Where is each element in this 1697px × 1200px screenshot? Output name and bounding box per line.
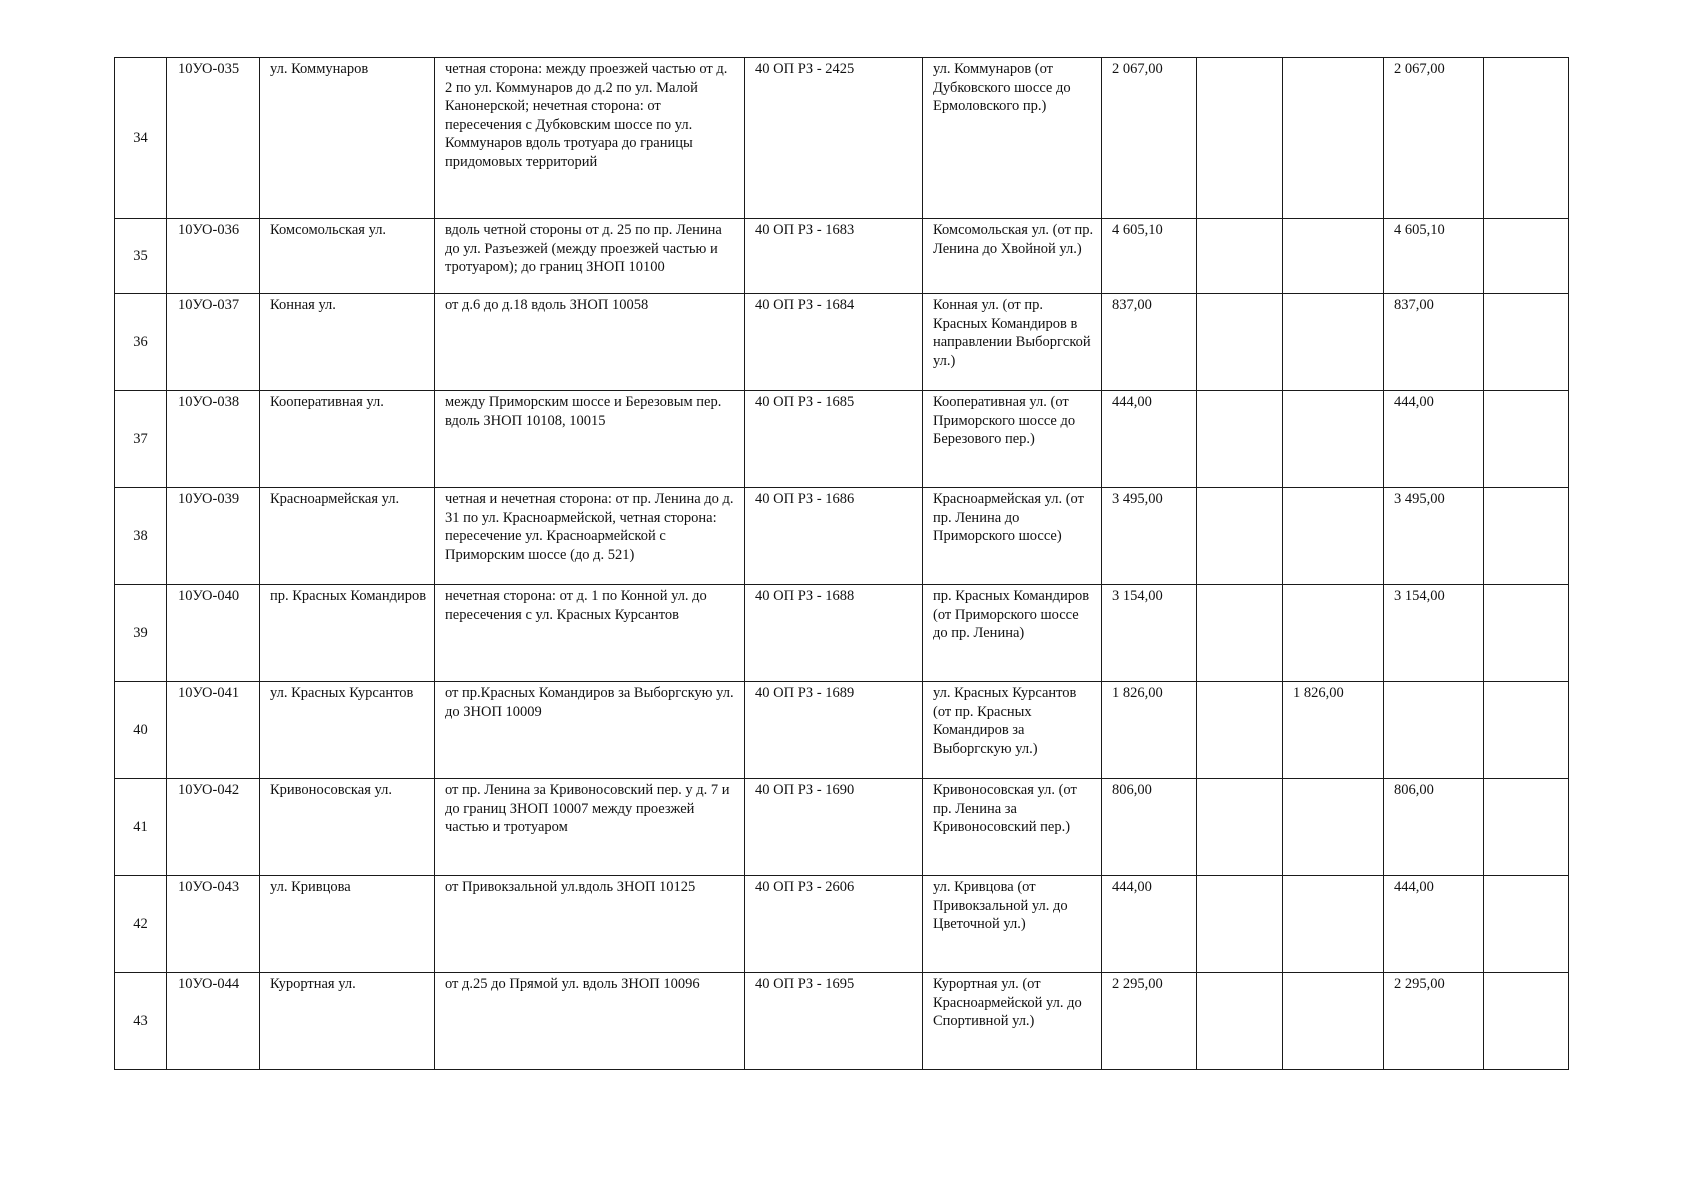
street-name: ул. Красных Курсантов bbox=[260, 682, 435, 779]
location-description: четная сторона: между проезжей частью от д. 2 по ул. Коммунаров до д.2 по ул. Малой Канонерской; нечетная сторона: от пересечения с Дубковским шоссе по ул. Коммунаров вдоль тротуара до границы придомовых территорий bbox=[435, 58, 745, 219]
area-col-11 bbox=[1484, 488, 1569, 585]
area-col-8 bbox=[1197, 779, 1283, 876]
location-description: от пр. Ленина за Кривоносовский пер. у д. 7 и до границ ЗНОП 10007 между проезжей частью и тротуаром bbox=[435, 779, 745, 876]
table-row bbox=[115, 391, 1569, 488]
location-description: от д.25 до Прямой ул. вдоль ЗНОП 10096 bbox=[435, 973, 745, 1070]
object-code: 10УО-039 bbox=[167, 488, 260, 585]
object-code: 10УО-035 bbox=[167, 58, 260, 219]
street-name: ул. Коммунаров bbox=[260, 58, 435, 219]
area-col-8 bbox=[1197, 219, 1283, 294]
area-col-9 bbox=[1283, 219, 1384, 294]
location-description: четная и нечетная сторона: от пр. Ленина до д. 31 по ул. Красноармейской, четная сторона: пересечение ул. Красноармейской с Приморским шоссе (до д. 521) bbox=[435, 488, 745, 585]
area-col-9 bbox=[1283, 585, 1384, 682]
road-name: ул. Коммунаров (от Дубковского шоссе до Ермоловского пр.) bbox=[923, 58, 1102, 219]
area-col-10: 806,00 bbox=[1384, 779, 1484, 876]
road-id: 40 ОП РЗ - 1685 bbox=[745, 391, 923, 488]
total-area: 806,00 bbox=[1102, 779, 1197, 876]
area-col-8 bbox=[1197, 585, 1283, 682]
total-area: 444,00 bbox=[1102, 876, 1197, 973]
table-row bbox=[115, 682, 1569, 779]
area-col-8 bbox=[1197, 58, 1283, 219]
total-area: 2 295,00 bbox=[1102, 973, 1197, 1070]
road-id: 40 ОП РЗ - 1684 bbox=[745, 294, 923, 391]
street-name: Конная ул. bbox=[260, 294, 435, 391]
total-area: 4 605,10 bbox=[1102, 219, 1197, 294]
area-col-10: 4 605,10 bbox=[1384, 219, 1484, 294]
row-number: 35 bbox=[115, 219, 167, 294]
total-area: 444,00 bbox=[1102, 391, 1197, 488]
area-col-9 bbox=[1283, 58, 1384, 219]
road-name: Кривоносовская ул. (от пр. Ленина за Кривоносовский пер.) bbox=[923, 779, 1102, 876]
area-col-11 bbox=[1484, 682, 1569, 779]
area-col-11 bbox=[1484, 973, 1569, 1070]
row-number: 42 bbox=[115, 876, 167, 973]
area-col-10: 3 154,00 bbox=[1384, 585, 1484, 682]
object-code: 10УО-037 bbox=[167, 294, 260, 391]
area-col-11 bbox=[1484, 779, 1569, 876]
road-name: Кооперативная ул. (от Приморского шоссе до Березового пер.) bbox=[923, 391, 1102, 488]
area-col-11 bbox=[1484, 294, 1569, 391]
row-number: 37 bbox=[115, 391, 167, 488]
location-description: от д.6 до д.18 вдоль ЗНОП 10058 bbox=[435, 294, 745, 391]
area-col-10: 3 495,00 bbox=[1384, 488, 1484, 585]
area-col-11 bbox=[1484, 391, 1569, 488]
total-area: 837,00 bbox=[1102, 294, 1197, 391]
location-description: от Привокзальной ул.вдоль ЗНОП 10125 bbox=[435, 876, 745, 973]
row-number: 34 bbox=[115, 58, 167, 219]
area-col-11 bbox=[1484, 219, 1569, 294]
area-col-11 bbox=[1484, 585, 1569, 682]
row-number: 41 bbox=[115, 779, 167, 876]
table-row bbox=[115, 294, 1569, 391]
road-id: 40 ОП РЗ - 1695 bbox=[745, 973, 923, 1070]
table-row bbox=[115, 488, 1569, 585]
street-name: Кривоносовская ул. bbox=[260, 779, 435, 876]
road-id: 40 ОП РЗ - 1689 bbox=[745, 682, 923, 779]
area-col-10: 2 067,00 bbox=[1384, 58, 1484, 219]
street-name: Красноармейская ул. bbox=[260, 488, 435, 585]
location-description: нечетная сторона: от д. 1 по Конной ул. до пересечения с ул. Красных Курсантов bbox=[435, 585, 745, 682]
area-col-9 bbox=[1283, 973, 1384, 1070]
total-area: 3 154,00 bbox=[1102, 585, 1197, 682]
table-row bbox=[115, 585, 1569, 682]
area-col-8 bbox=[1197, 973, 1283, 1070]
road-name: Комсомольская ул. (от пр. Ленина до Хвойной ул.) bbox=[923, 219, 1102, 294]
area-col-11 bbox=[1484, 58, 1569, 219]
row-number: 38 bbox=[115, 488, 167, 585]
road-name: Курортная ул. (от Красноармейской ул. до Спортивной ул.) bbox=[923, 973, 1102, 1070]
total-area: 3 495,00 bbox=[1102, 488, 1197, 585]
road-name: пр. Красных Командиров (от Приморского шоссе до пр. Ленина) bbox=[923, 585, 1102, 682]
table-row bbox=[115, 973, 1569, 1070]
street-name: Курортная ул. bbox=[260, 973, 435, 1070]
object-code: 10УО-042 bbox=[167, 779, 260, 876]
area-col-10: 444,00 bbox=[1384, 391, 1484, 488]
road-name: ул. Кривцова (от Привокзальной ул. до Цветочной ул.) bbox=[923, 876, 1102, 973]
street-name: ул. Кривцова bbox=[260, 876, 435, 973]
table-row bbox=[115, 58, 1569, 219]
area-col-8 bbox=[1197, 876, 1283, 973]
road-name: ул. Красных Курсантов (от пр. Красных Командиров за Выборгскую ул.) bbox=[923, 682, 1102, 779]
area-col-10 bbox=[1384, 682, 1484, 779]
road-id: 40 ОП РЗ - 1688 bbox=[745, 585, 923, 682]
street-name: Кооперативная ул. bbox=[260, 391, 435, 488]
area-col-8 bbox=[1197, 391, 1283, 488]
table-row bbox=[115, 779, 1569, 876]
registry-table bbox=[114, 57, 1569, 1070]
object-code: 10УО-038 bbox=[167, 391, 260, 488]
area-col-8 bbox=[1197, 488, 1283, 585]
location-description: от пр.Красных Командиров за Выборгскую ул. до ЗНОП 10009 bbox=[435, 682, 745, 779]
object-code: 10УО-044 bbox=[167, 973, 260, 1070]
street-name: пр. Красных Командиров bbox=[260, 585, 435, 682]
area-col-8 bbox=[1197, 294, 1283, 391]
area-col-11 bbox=[1484, 876, 1569, 973]
location-description: между Приморским шоссе и Березовым пер. вдоль ЗНОП 10108, 10015 bbox=[435, 391, 745, 488]
area-col-8 bbox=[1197, 682, 1283, 779]
area-col-10: 837,00 bbox=[1384, 294, 1484, 391]
row-number: 36 bbox=[115, 294, 167, 391]
row-number: 39 bbox=[115, 585, 167, 682]
road-name: Красноармейская ул. (от пр. Ленина до Приморского шоссе) bbox=[923, 488, 1102, 585]
area-col-9: 1 826,00 bbox=[1283, 682, 1384, 779]
object-code: 10УО-043 bbox=[167, 876, 260, 973]
total-area: 2 067,00 bbox=[1102, 58, 1197, 219]
object-code: 10УО-040 bbox=[167, 585, 260, 682]
road-id: 40 ОП РЗ - 1690 bbox=[745, 779, 923, 876]
area-col-9 bbox=[1283, 779, 1384, 876]
road-id: 40 ОП РЗ - 1686 bbox=[745, 488, 923, 585]
area-col-9 bbox=[1283, 876, 1384, 973]
road-id: 40 ОП РЗ - 2606 bbox=[745, 876, 923, 973]
total-area: 1 826,00 bbox=[1102, 682, 1197, 779]
road-name: Конная ул. (от пр. Красных Командиров в направлении Выборгской ул.) bbox=[923, 294, 1102, 391]
area-col-10: 444,00 bbox=[1384, 876, 1484, 973]
location-description: вдоль четной стороны от д. 25 по пр. Ленина до ул. Разъезжей (между проезжей частью и тротуаром); до границ ЗНОП 10100 bbox=[435, 219, 745, 294]
table-row bbox=[115, 219, 1569, 294]
table-row bbox=[115, 876, 1569, 973]
street-name: Комсомольская ул. bbox=[260, 219, 435, 294]
area-col-9 bbox=[1283, 294, 1384, 391]
row-number: 40 bbox=[115, 682, 167, 779]
road-id: 40 ОП РЗ - 2425 bbox=[745, 58, 923, 219]
object-code: 10УО-036 bbox=[167, 219, 260, 294]
area-col-10: 2 295,00 bbox=[1384, 973, 1484, 1070]
area-col-9 bbox=[1283, 488, 1384, 585]
area-col-9 bbox=[1283, 391, 1384, 488]
row-number: 43 bbox=[115, 973, 167, 1070]
road-id: 40 ОП РЗ - 1683 bbox=[745, 219, 923, 294]
object-code: 10УО-041 bbox=[167, 682, 260, 779]
